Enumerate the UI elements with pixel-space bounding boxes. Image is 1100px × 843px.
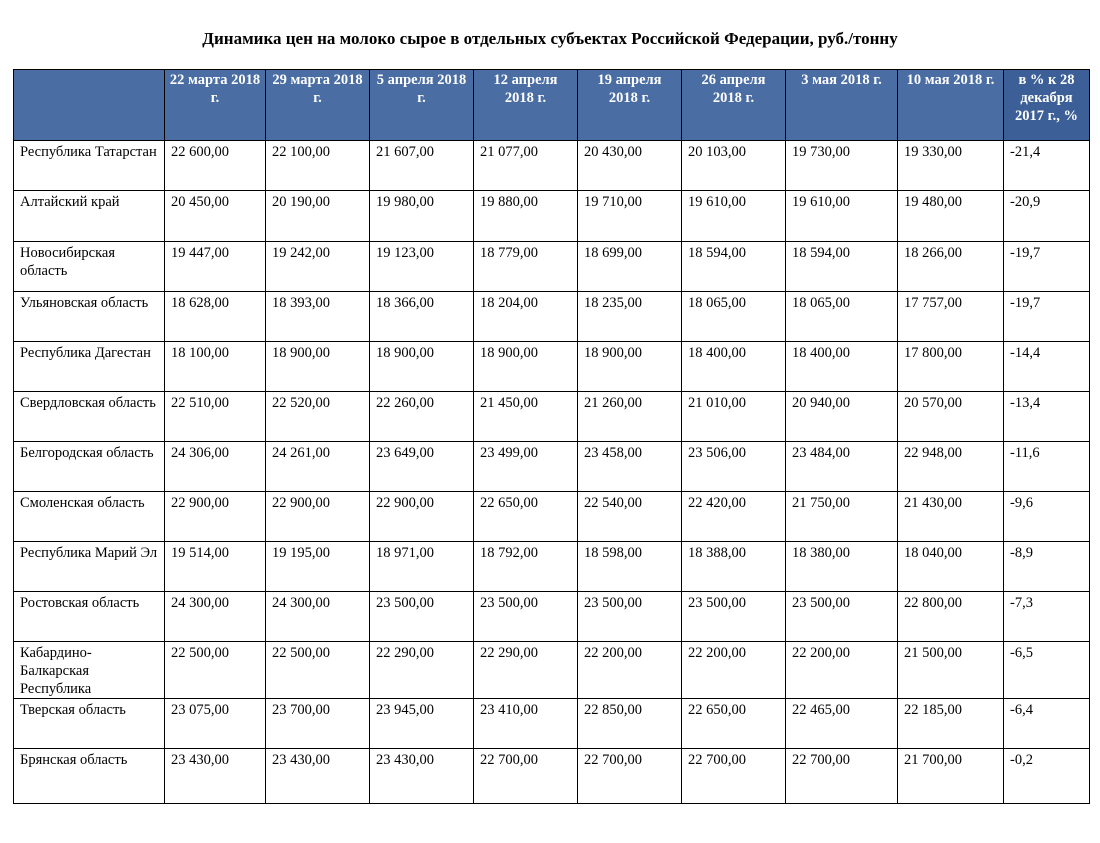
price-cell: 22 900,00 (165, 492, 266, 542)
region-cell: Кабардино-Балкарская Республика (14, 642, 165, 699)
percent-change-cell: -7,3 (1004, 592, 1090, 642)
price-cell: 18 366,00 (370, 292, 474, 342)
price-cell: 21 077,00 (474, 141, 578, 191)
price-cell: 20 103,00 (682, 141, 786, 191)
price-cell: 18 040,00 (898, 542, 1004, 592)
price-cell: 22 290,00 (370, 642, 474, 699)
price-cell: 18 380,00 (786, 542, 898, 592)
price-cell: 23 506,00 (682, 442, 786, 492)
price-cell: 18 900,00 (370, 342, 474, 392)
percent-change-cell: -11,6 (1004, 442, 1090, 492)
price-cell: 22 100,00 (266, 141, 370, 191)
price-cell: 18 900,00 (578, 342, 682, 392)
price-cell: 23 500,00 (370, 592, 474, 642)
price-cell: 18 400,00 (786, 342, 898, 392)
price-cell: 24 300,00 (266, 592, 370, 642)
region-cell: Республика Татарстан (14, 141, 165, 191)
price-cell: 24 261,00 (266, 442, 370, 492)
price-cell: 23 499,00 (474, 442, 578, 492)
price-table (13, 69, 1090, 804)
price-cell: 19 980,00 (370, 191, 474, 242)
region-cell: Алтайский край (14, 191, 165, 242)
percent-change-cell: -21,4 (1004, 141, 1090, 191)
price-cell: 22 500,00 (165, 642, 266, 699)
price-cell: 23 430,00 (370, 749, 474, 804)
price-cell: 22 185,00 (898, 699, 1004, 749)
region-cell: Новосибирская область (14, 242, 165, 292)
percent-change-cell: -20,9 (1004, 191, 1090, 242)
price-cell: 22 200,00 (786, 642, 898, 699)
price-cell: 22 700,00 (474, 749, 578, 804)
price-cell: 22 540,00 (578, 492, 682, 542)
table-row (14, 392, 1090, 442)
price-cell: 18 900,00 (474, 342, 578, 392)
table-row (14, 442, 1090, 492)
price-cell: 19 447,00 (165, 242, 266, 292)
price-cell: 18 393,00 (266, 292, 370, 342)
table-row (14, 191, 1090, 242)
price-cell: 22 260,00 (370, 392, 474, 442)
price-cell: 21 450,00 (474, 392, 578, 442)
price-cell: 24 306,00 (165, 442, 266, 492)
region-cell: Ростовская область (14, 592, 165, 642)
price-cell: 21 010,00 (682, 392, 786, 442)
price-cell: 19 880,00 (474, 191, 578, 242)
header-corner-cell (14, 70, 165, 141)
price-cell: 22 650,00 (682, 699, 786, 749)
table-row (14, 492, 1090, 542)
table-row (14, 292, 1090, 342)
price-cell: 23 700,00 (266, 699, 370, 749)
price-cell: 21 750,00 (786, 492, 898, 542)
price-cell: 22 850,00 (578, 699, 682, 749)
region-cell: Ульяновская область (14, 292, 165, 342)
price-cell: 22 600,00 (165, 141, 266, 191)
price-cell: 19 480,00 (898, 191, 1004, 242)
table-row (14, 642, 1090, 699)
price-cell: 20 190,00 (266, 191, 370, 242)
price-cell: 23 500,00 (578, 592, 682, 642)
price-cell: 18 065,00 (682, 292, 786, 342)
price-cell: 21 700,00 (898, 749, 1004, 804)
price-cell: 23 430,00 (266, 749, 370, 804)
region-cell: Тверская область (14, 699, 165, 749)
percent-change-cell: -19,7 (1004, 292, 1090, 342)
price-cell: 22 700,00 (786, 749, 898, 804)
price-cell: 22 900,00 (266, 492, 370, 542)
percent-change-cell: -8,9 (1004, 542, 1090, 592)
region-cell: Свердловская область (14, 392, 165, 442)
price-cell: 18 971,00 (370, 542, 474, 592)
price-cell: 19 610,00 (786, 191, 898, 242)
column-header: 3 мая 2018 г. (786, 70, 898, 141)
price-cell: 18 598,00 (578, 542, 682, 592)
price-cell: 19 123,00 (370, 242, 474, 292)
price-cell: 21 500,00 (898, 642, 1004, 699)
table-row (14, 542, 1090, 592)
price-cell: 22 700,00 (682, 749, 786, 804)
price-cell: 22 948,00 (898, 442, 1004, 492)
price-cell: 18 266,00 (898, 242, 1004, 292)
region-cell: Республика Дагестан (14, 342, 165, 392)
percent-change-cell: -19,7 (1004, 242, 1090, 292)
price-cell: 18 235,00 (578, 292, 682, 342)
price-cell: 19 610,00 (682, 191, 786, 242)
percent-change-cell: -6,4 (1004, 699, 1090, 749)
price-cell: 23 649,00 (370, 442, 474, 492)
region-cell: Брянская область (14, 749, 165, 804)
column-header: 12 апреля 2018 г. (474, 70, 578, 141)
price-cell: 20 940,00 (786, 392, 898, 442)
price-cell: 21 260,00 (578, 392, 682, 442)
percent-change-cell: -9,6 (1004, 492, 1090, 542)
region-cell: Смоленская область (14, 492, 165, 542)
price-cell: 19 514,00 (165, 542, 266, 592)
column-header: 5 апреля 2018 г. (370, 70, 474, 141)
price-cell: 22 200,00 (682, 642, 786, 699)
price-cell: 18 900,00 (266, 342, 370, 392)
price-cell: 22 420,00 (682, 492, 786, 542)
price-cell: 22 465,00 (786, 699, 898, 749)
region-cell: Республика Марий Эл (14, 542, 165, 592)
price-cell: 23 430,00 (165, 749, 266, 804)
price-cell: 22 510,00 (165, 392, 266, 442)
price-cell: 18 628,00 (165, 292, 266, 342)
price-cell: 22 290,00 (474, 642, 578, 699)
price-cell: 20 450,00 (165, 191, 266, 242)
column-header-percent: в % к 28 декабря 2017 г., % (1004, 70, 1090, 141)
table-row (14, 699, 1090, 749)
percent-change-cell: -0,2 (1004, 749, 1090, 804)
price-cell: 23 500,00 (682, 592, 786, 642)
percent-change-cell: -13,4 (1004, 392, 1090, 442)
table-header-row (14, 70, 1090, 141)
price-cell: 20 430,00 (578, 141, 682, 191)
price-cell: 18 204,00 (474, 292, 578, 342)
price-cell: 22 650,00 (474, 492, 578, 542)
price-cell: 23 075,00 (165, 699, 266, 749)
price-cell: 22 800,00 (898, 592, 1004, 642)
price-cell: 19 195,00 (266, 542, 370, 592)
price-cell: 22 500,00 (266, 642, 370, 699)
price-cell: 22 700,00 (578, 749, 682, 804)
column-header: 19 апреля 2018 г. (578, 70, 682, 141)
price-cell: 18 400,00 (682, 342, 786, 392)
price-cell: 18 388,00 (682, 542, 786, 592)
price-cell: 19 730,00 (786, 141, 898, 191)
price-cell: 21 607,00 (370, 141, 474, 191)
price-cell: 21 430,00 (898, 492, 1004, 542)
price-cell: 23 458,00 (578, 442, 682, 492)
page-title: Динамика цен на молоко сырое в отдельных субъектах Российской Федерации, руб./тонну (202, 29, 898, 48)
table-row (14, 342, 1090, 392)
percent-change-cell: -6,5 (1004, 642, 1090, 699)
price-cell: 23 410,00 (474, 699, 578, 749)
region-cell: Белгородская область (14, 442, 165, 492)
price-cell: 19 710,00 (578, 191, 682, 242)
price-cell: 18 594,00 (682, 242, 786, 292)
price-cell: 22 200,00 (578, 642, 682, 699)
price-cell: 17 757,00 (898, 292, 1004, 342)
column-header: 29 марта 2018 г. (266, 70, 370, 141)
percent-change-cell: -14,4 (1004, 342, 1090, 392)
price-cell: 18 779,00 (474, 242, 578, 292)
column-header: 22 марта 2018 г. (165, 70, 266, 141)
price-cell: 18 699,00 (578, 242, 682, 292)
price-cell: 18 100,00 (165, 342, 266, 392)
price-cell: 23 500,00 (474, 592, 578, 642)
price-cell: 24 300,00 (165, 592, 266, 642)
price-cell: 19 242,00 (266, 242, 370, 292)
column-header: 10 мая 2018 г. (898, 70, 1004, 141)
price-cell: 18 594,00 (786, 242, 898, 292)
table-row (14, 141, 1090, 191)
price-cell: 18 065,00 (786, 292, 898, 342)
table-row (14, 592, 1090, 642)
table-row (14, 749, 1090, 804)
price-cell: 22 520,00 (266, 392, 370, 442)
price-cell: 22 900,00 (370, 492, 474, 542)
table-row (14, 242, 1090, 292)
column-header: 26 апреля 2018 г. (682, 70, 786, 141)
price-cell: 23 945,00 (370, 699, 474, 749)
price-cell: 23 500,00 (786, 592, 898, 642)
price-cell: 19 330,00 (898, 141, 1004, 191)
price-cell: 20 570,00 (898, 392, 1004, 442)
price-cell: 17 800,00 (898, 342, 1004, 392)
price-cell: 23 484,00 (786, 442, 898, 492)
price-cell: 18 792,00 (474, 542, 578, 592)
